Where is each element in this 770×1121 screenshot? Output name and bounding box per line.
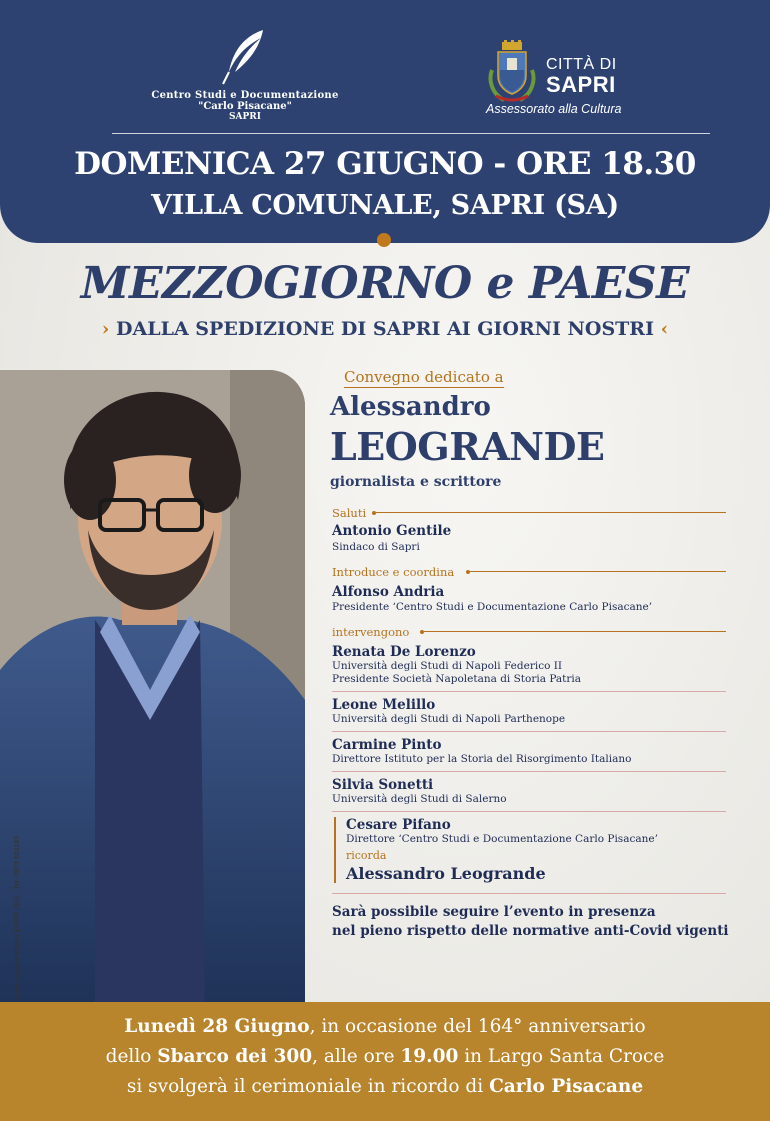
intervengono-rule (424, 631, 726, 632)
speaker-detail: Presidente Società Napoletana di Storia Patria (332, 673, 582, 685)
photo-credit-text: smile communication SAPRI (SA) - Tel. 0973 603183 (14, 835, 21, 1000)
footer-time: 19.00 (400, 1046, 459, 1067)
ricorda-name: Alessandro Leogrande (346, 864, 546, 883)
footer-line3-text: si svolgerà il cerimoniale in ricordo di (126, 1076, 490, 1097)
speaker-name: Carmine Pinto (332, 737, 442, 753)
speaker-separator (332, 771, 726, 772)
closing-person-name: Cesare Pifano (346, 817, 451, 833)
chevron-right-icon: › (101, 318, 110, 340)
footer-line2-text-b: , alle ore (312, 1046, 401, 1067)
introduce-person-name: Alfonso Andria (332, 584, 445, 600)
honoree-last-name: LEOGRANDE (330, 424, 605, 469)
speaker-separator (332, 811, 726, 812)
saluti-label: Saluti (332, 506, 367, 520)
footer-date: Lunedì 28 Giugno (124, 1016, 310, 1037)
photo-credit (14, 835, 26, 1000)
saluti-person-detail: Sindaco di Sapri (332, 541, 420, 553)
speaker-detail: Università degli Studi di Napoli Parthenope (332, 713, 566, 725)
convegno-label: Convegno dedicato a (344, 368, 504, 386)
portrait-illustration (0, 370, 305, 1002)
closing-accent-bar (334, 817, 336, 883)
speaker-name: Leone Melillo (332, 697, 436, 713)
sapri-label: SAPRI (546, 72, 616, 97)
introduce-label: Introduce e coordina (332, 565, 455, 579)
header-banner (0, 0, 770, 243)
logo-left-line3: SAPRI (229, 112, 261, 122)
introduce-person-detail: Presidente ‘Centro Studi e Documentazione Carlo Pisacane’ (332, 601, 653, 613)
portrait-photo (0, 370, 305, 1002)
subtitle (0, 318, 770, 340)
main-title: MEZZOGIORNO e PAESE (80, 258, 690, 309)
footer-pisacane: Carlo Pisacane (489, 1076, 644, 1097)
footer-line2-text-a: dello (105, 1046, 158, 1067)
honoree-first-name: Alessandro (330, 392, 491, 422)
closing-person-detail: Direttore ‘Centro Studi e Documentazione Carlo Pisacane’ (346, 833, 658, 845)
footer-line2-text-c: in Largo Santa Croce (458, 1046, 665, 1067)
intervengono-label: intervengono (332, 625, 410, 639)
speaker-name: Silvia Sonetti (332, 777, 434, 793)
footer-line1 (0, 1016, 770, 1037)
citta-di-sapri-logo (486, 38, 646, 120)
speaker-separator (332, 691, 726, 692)
covid-notice-line2: nel pieno rispetto delle normative anti-Covid vigenti (332, 923, 729, 939)
gold-dot-ornament (377, 233, 391, 247)
footer-line2 (0, 1046, 770, 1067)
city-crest-icon (486, 40, 538, 104)
saluti-person-name: Antonio Gentile (332, 523, 452, 539)
assessorato-label: Assessorato alla Cultura (486, 102, 622, 116)
subtitle-text: DALLA SPEDIZIONE DI SAPRI AI GIORNI NOSTRI (116, 318, 654, 340)
citta-di-label: CITTÀ DI (546, 56, 617, 73)
event-date: DOMENICA 27 GIUGNO - ORE 18.30 (74, 146, 696, 182)
footer-line3 (0, 1076, 770, 1097)
centro-studi-logo (150, 28, 340, 122)
closing-separator (332, 893, 726, 894)
saluti-rule (376, 512, 726, 513)
covid-notice-line1: Sarà possibile seguire l’evento in presenza (332, 904, 656, 920)
speaker-name: Renata De Lorenzo (332, 644, 476, 660)
chevron-left-icon: ‹ (660, 318, 669, 340)
footer-sbarco: Sbarco dei 300 (157, 1046, 313, 1067)
logo-left-line2: "Carlo Pisacane" (198, 101, 292, 112)
introduce-rule (470, 571, 726, 572)
honoree-role: giornalista e scrittore (330, 474, 502, 490)
speaker-detail: Università degli Studi di Salerno (332, 793, 507, 805)
footer-banner (0, 1002, 770, 1121)
covid-notice (332, 903, 732, 941)
ricorda-label: ricorda (346, 849, 387, 862)
footer-line1-text: , in occasione del 164° anniversario (309, 1016, 646, 1037)
quill-feather-icon (215, 28, 275, 86)
event-place: VILLA COMUNALE, SAPRI (SA) (151, 190, 619, 221)
speaker-detail: Università degli Studi di Napoli Federico II (332, 660, 563, 672)
speaker-separator (332, 731, 726, 732)
speaker-detail: Direttore Istituto per la Storia del Risorgimento Italiano (332, 753, 632, 765)
logo-left-line1: Centro Studi e Documentazione (151, 90, 339, 101)
header-divider (112, 133, 710, 134)
